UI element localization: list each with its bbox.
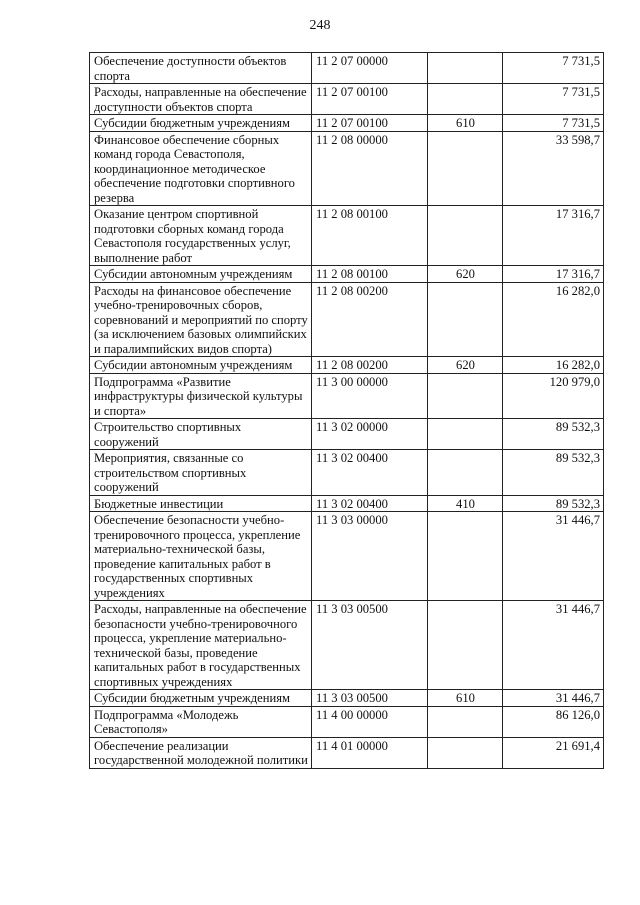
row-expense-type-cell — [428, 282, 503, 357]
row-name-cell: Обеспечение безопасности учебно-тренировочного процесса, укрепление материально-технической базы, проведение капитальных работ в государственных спортивных учреждениях — [90, 512, 312, 601]
row-expense-type-cell — [428, 706, 503, 737]
budget-table-body — [90, 53, 604, 769]
row-expense-type-cell — [428, 512, 503, 601]
row-code-cell: 11 2 08 00200 — [312, 282, 428, 357]
row-expense-type-cell — [428, 737, 503, 768]
row-sum-cell: 16 282,0 — [503, 282, 604, 357]
table-row — [90, 495, 604, 512]
row-expense-type-cell: 410 — [428, 495, 503, 512]
row-name-cell: Субсидии автономным учреждениям — [90, 357, 312, 374]
row-sum-cell: 89 532,3 — [503, 419, 604, 450]
row-name-cell: Бюджетные инвестиции — [90, 495, 312, 512]
row-name-cell: Субсидии бюджетным учреждениям — [90, 115, 312, 132]
row-expense-type-cell — [428, 419, 503, 450]
row-sum-cell: 7 731,5 — [503, 53, 604, 84]
row-name-cell: Мероприятия, связанные со строительством спортивных сооружений — [90, 450, 312, 496]
table-row — [90, 450, 604, 496]
row-sum-cell: 31 446,7 — [503, 512, 604, 601]
row-expense-type-cell — [428, 206, 503, 266]
row-sum-cell: 89 532,3 — [503, 495, 604, 512]
row-code-cell: 11 4 00 00000 — [312, 706, 428, 737]
row-sum-cell: 16 282,0 — [503, 357, 604, 374]
row-code-cell: 11 2 07 00100 — [312, 115, 428, 132]
row-sum-cell: 86 126,0 — [503, 706, 604, 737]
budget-table — [89, 52, 604, 769]
row-sum-cell: 7 731,5 — [503, 115, 604, 132]
row-code-cell: 11 2 08 00100 — [312, 206, 428, 266]
row-expense-type-cell — [428, 373, 503, 419]
row-expense-type-cell: 610 — [428, 115, 503, 132]
table-row — [90, 282, 604, 357]
page-number: 248 — [309, 18, 331, 33]
row-code-cell: 11 2 08 00100 — [312, 266, 428, 283]
row-code-cell: 11 3 03 00500 — [312, 601, 428, 690]
row-code-cell: 11 4 01 00000 — [312, 737, 428, 768]
row-code-cell: 11 3 03 00500 — [312, 690, 428, 707]
row-name-cell: Субсидии автономным учреждениям — [90, 266, 312, 283]
row-code-cell: 11 3 02 00400 — [312, 450, 428, 496]
row-code-cell: 11 2 07 00100 — [312, 84, 428, 115]
table-row — [90, 53, 604, 84]
row-expense-type-cell: 620 — [428, 266, 503, 283]
row-name-cell: Оказание центром спортивной подготовки сборных команд города Севастополя государственных услуг, выполнение работ — [90, 206, 312, 266]
row-name-cell: Расходы, направленные на обеспечение доступности объектов спорта — [90, 84, 312, 115]
row-expense-type-cell — [428, 53, 503, 84]
row-code-cell: 11 3 02 00400 — [312, 495, 428, 512]
row-name-cell: Обеспечение доступности объектов спорта — [90, 53, 312, 84]
row-expense-type-cell — [428, 131, 503, 206]
row-sum-cell: 31 446,7 — [503, 601, 604, 690]
row-name-cell: Строительство спортивных сооружений — [90, 419, 312, 450]
row-sum-cell: 89 532,3 — [503, 450, 604, 496]
row-name-cell: Субсидии бюджетным учреждениям — [90, 690, 312, 707]
table-row — [90, 84, 604, 115]
row-name-cell: Расходы, направленные на обеспечение безопасности учебно-тренировочного процесса, укрепление материально-технической базы, проведение капитальных работ в государственных спортивных учреждениях — [90, 601, 312, 690]
row-expense-type-cell — [428, 450, 503, 496]
row-name-cell: Подпрограмма «Молодежь Севастополя» — [90, 706, 312, 737]
row-code-cell: 11 3 03 00000 — [312, 512, 428, 601]
row-code-cell: 11 2 07 00000 — [312, 53, 428, 84]
row-sum-cell: 17 316,7 — [503, 206, 604, 266]
table-row — [90, 419, 604, 450]
table-row — [90, 737, 604, 768]
row-name-cell: Расходы на финансовое обеспечение учебно-тренировочных сборов, соревнований и мероприятий по спорту (за исключением базовых олимпийских и паралимпийских видов спорта) — [90, 282, 312, 357]
table-row — [90, 266, 604, 283]
row-sum-cell: 31 446,7 — [503, 690, 604, 707]
row-expense-type-cell — [428, 601, 503, 690]
row-code-cell: 11 2 08 00000 — [312, 131, 428, 206]
row-name-cell: Финансовое обеспечение сборных команд города Севастополя, координационное методическое обеспечение подготовки спортивного резерва — [90, 131, 312, 206]
row-sum-cell: 33 598,7 — [503, 131, 604, 206]
table-row — [90, 373, 604, 419]
table-row — [90, 131, 604, 206]
row-sum-cell: 17 316,7 — [503, 266, 604, 283]
row-code-cell: 11 3 00 00000 — [312, 373, 428, 419]
row-code-cell: 11 2 08 00200 — [312, 357, 428, 374]
table-row — [90, 706, 604, 737]
row-name-cell: Обеспечение реализации государственной молодежной политики — [90, 737, 312, 768]
row-expense-type-cell: 610 — [428, 690, 503, 707]
table-row — [90, 690, 604, 707]
row-sum-cell: 21 691,4 — [503, 737, 604, 768]
row-sum-cell: 120 979,0 — [503, 373, 604, 419]
row-sum-cell: 7 731,5 — [503, 84, 604, 115]
table-row — [90, 512, 604, 601]
row-expense-type-cell: 620 — [428, 357, 503, 374]
table-row — [90, 115, 604, 132]
row-name-cell: Подпрограмма «Развитие инфраструктуры физической культуры и спорта» — [90, 373, 312, 419]
table-row — [90, 357, 604, 374]
table-row — [90, 601, 604, 690]
row-expense-type-cell — [428, 84, 503, 115]
table-row — [90, 206, 604, 266]
row-code-cell: 11 3 02 00000 — [312, 419, 428, 450]
